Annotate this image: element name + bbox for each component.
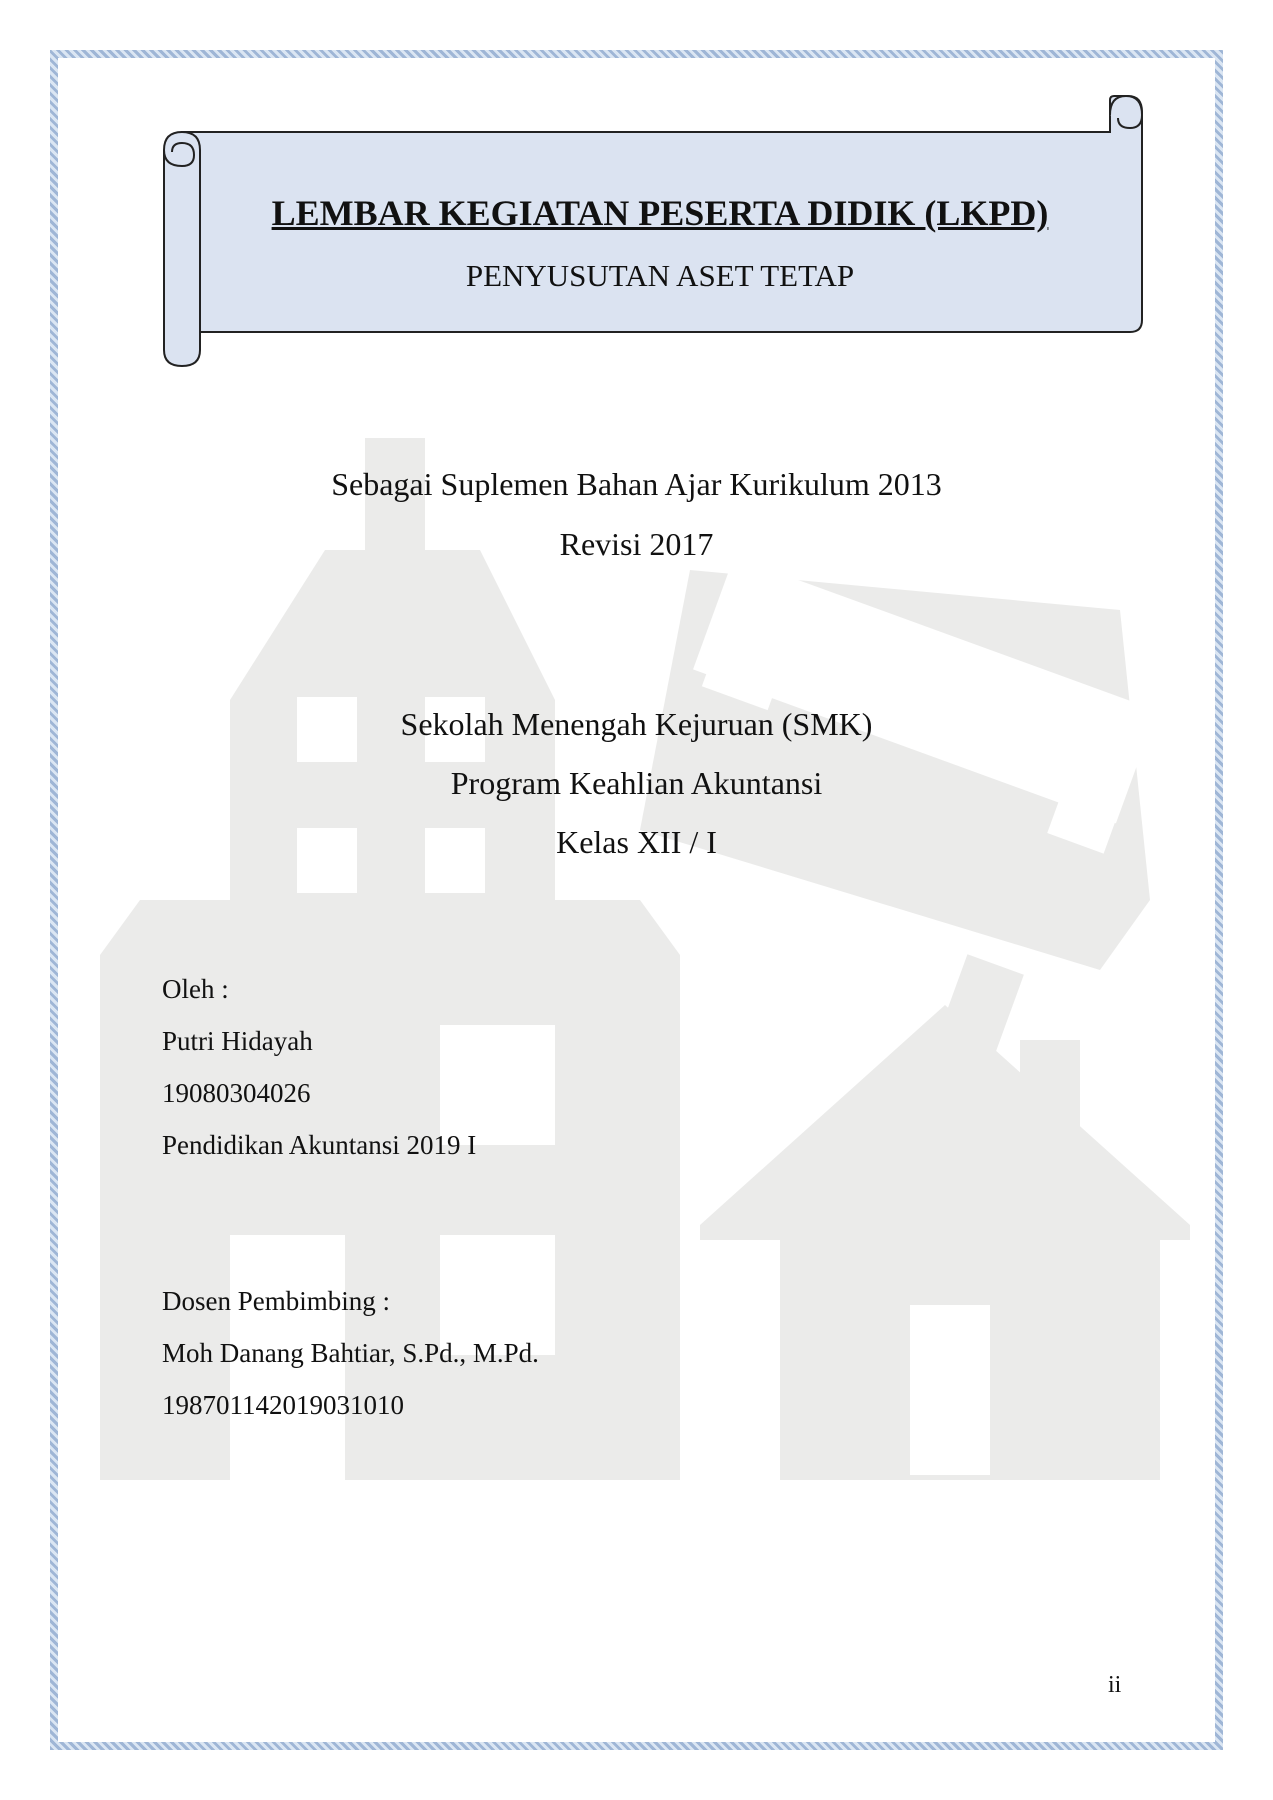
class-label: Kelas XII / I	[556, 824, 717, 860]
author-department: Pendidikan Akuntansi 2019 I	[162, 1130, 477, 1160]
author-id: 19080304026	[162, 1078, 311, 1108]
supervisor-name: Moh Danang Bahtiar, S.Pd., M.Pd.	[162, 1338, 539, 1368]
document-subtitle: PENYUSUTAN ASET TETAP	[465, 258, 855, 293]
author-name: Putri Hidayah	[162, 1026, 313, 1056]
document-title: LEMBAR KEGIATAN PESERTA DIDIK (LKPD)	[271, 193, 1049, 233]
intro-line-1: Sebagai Suplemen Bahan Ajar Kurikulum 2013	[331, 466, 942, 502]
supervisor-id: 198701142019031010	[162, 1390, 404, 1420]
school-name: Sekolah Menengah Kejuruan (SMK)	[400, 706, 873, 742]
author-label: Oleh :	[162, 974, 229, 1004]
intro-line-2: Revisi 2017	[559, 526, 714, 562]
program-name: Program Keahlian Akuntansi	[450, 765, 823, 801]
page-number: ii	[1108, 1672, 1122, 1698]
supervisor-label: Dosen Pembimbing :	[162, 1286, 390, 1316]
